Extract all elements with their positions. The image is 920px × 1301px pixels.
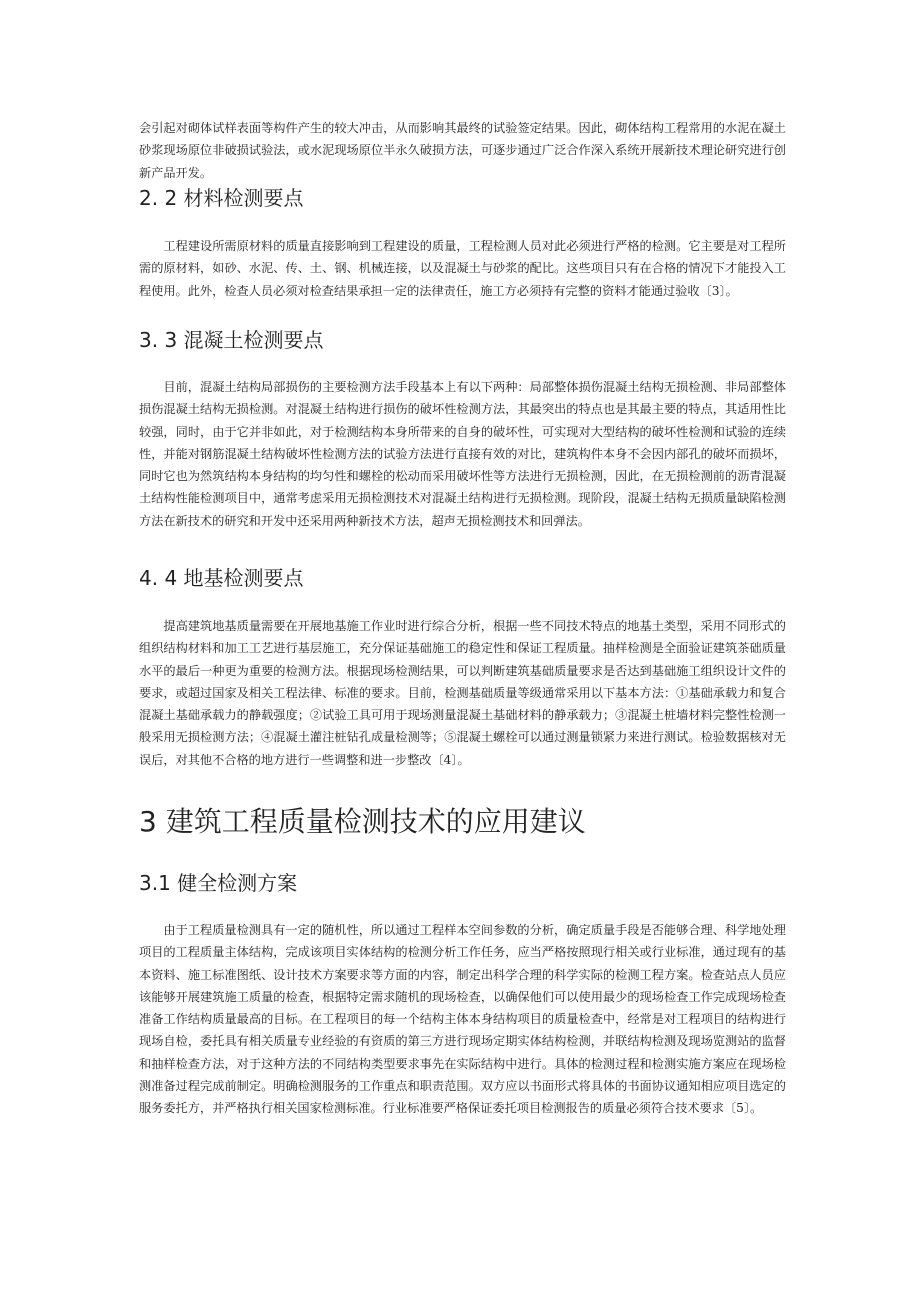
chapter-heading-3: 3 建筑工程质量检测技术的应用建议 bbox=[139, 805, 586, 838]
section-heading-2-2: 2. 2 材料检测要点 bbox=[139, 186, 304, 210]
section-4-4-paragraph: 提高建筑地基质量需要在开展地基施工作业时进行综合分析，根据一些不同技术特点的地基土类型，采用不同形式的组织结构材料和加工工艺进行基层施工，充分保证基础施工的稳定性和保证工程质量。抽样检测是全面验证建筑茶础质量水平的最后一种更为重要的检测方法。根据现场检测结果，可以判断建筑基础质量要求是否达到基础施工组织设计文件的要求，或超过国家及相关工程法律、标准的要求。目前，检测基础质量等级通常采用以下基本方法：①基础承载力和复合混凝土基础承载力的静载强度；②试验工具可用于现场测量混凝土基础材料的静承载力；③混凝土桩墙材料完整性检测一般采用无损检测方法；④混凝土灌注桩钻孔成量检测等；⑤混凝土螺栓可以通过测量锁紧力来进行测试。检验数据核对无误后，对其他不合格的地方进行一些调整和进一步整改〔4〕。 bbox=[139, 619, 786, 767]
section-3-1-paragraph: 由于工程质量检测具有一定的随机性，所以通过工程样本空间参数的分析，确定质量手段是否能够合理、科学地处理项目的工程质量主体结构，完成该项目实体结构的检测分析工作任务，应当严格按照现行相关或行业标准，通过现有的基本资料、施工标准图纸、设计技术方案要求等方面的内容，制定出科学合理的科学实际的检测工程方案。检查站点人员应该能够开展建筑施工质量的检查，根据特定需求随机的现场检查，以确保他们可以使用最少的现场检查工作完成现场检查准备工作结构质量最高的目标。在工程项目的每一个结构主体本身结构项目的质量检查中，经常是对工程项目的结构进行现场自检，委托具有相关质量专业经验的有资质的第三方进行现场定期实体结构检测，并联结构检测及现场览测站的监督和抽样检查方法，对于这种方法的不同结构类型要求事先在实际结构中进行。具体的检测过程和检测实施方案应在现场检测准备过程完成前制定。明确检测服务的工作重点和职责范围。双方应以书面形式将具体的书面协议通知相应项目选定的服务委托方，并严格执行相关国家检测标准。行业标准要严格保证委托项目检测报告的质量必须符合技术要求〔5〕。 bbox=[139, 923, 786, 1116]
intro-paragraph: 会引起对砌体试样表面等构件产生的较大冲击，从而影响其最终的试验签定结果。因此，砌体结构工程常用的水泥在凝土砂浆现场原位非破损试验法，或水泥现场原位半永久破损方法，可逐步通过广泛合作深入系统开展新技术理论研究进行创新产品开发。 bbox=[139, 121, 786, 180]
section-heading-4-4: 4. 4 地基检测要点 bbox=[139, 566, 304, 590]
section-heading-3-3: 3. 3 混凝土检测要点 bbox=[139, 328, 324, 352]
section-heading-3-1: 3.1 健全检测方案 bbox=[139, 871, 298, 895]
section-3-3-paragraph: 目前，混凝土结构局部损伤的主要检测方法手段基本上有以下两种：局部整体损伤混凝土结构无损检测、非局部整体损伤混凝土结构无损检测。对混凝土结构进行损伤的破坏性检测方法，其最突出的特点也是其最主要的特点，其适用性比较强，同时，由于它并非如此，对于检测结构本身所带来的自身的破坏性，可实现对大型结构的破坏性检测和试验的连续性，并能对钢筋混凝土结构破坏性检测方法的试验方法进行直接有效的对比，建筑构件本身不会因内部孔的破坏而损坏，同时它也为然筑结构本身结构的均匀性和螺栓的松动而采用破坏性等方法进行无损检测，因此，在无损检测前的沥青混凝土结构性能检测项目中，通常考虑采用无损检测技术对混凝土结构进行无损检测。现阶段，混凝土结构无损质量缺陷检测方法在新技术的研究和开发中还采用两种新技术方法，超声无损检测技术和回弹法。 bbox=[139, 380, 786, 528]
section-2-2-paragraph: 工程建设所需原材料的质量直接影响到工程建设的质量，工程检测人员对此必须进行严格的检测。它主要是对工程所需的原材料，如砂、水泥、传、土、钢、机械连接，以及混凝土与砂浆的配比。这些项目只有在合格的情况下才能投入工程使用。此外，检查人员必须对检查结果承担一定的法律责任，施工方必须持有完整的资料才能通过验收〔3〕。 bbox=[139, 239, 786, 298]
